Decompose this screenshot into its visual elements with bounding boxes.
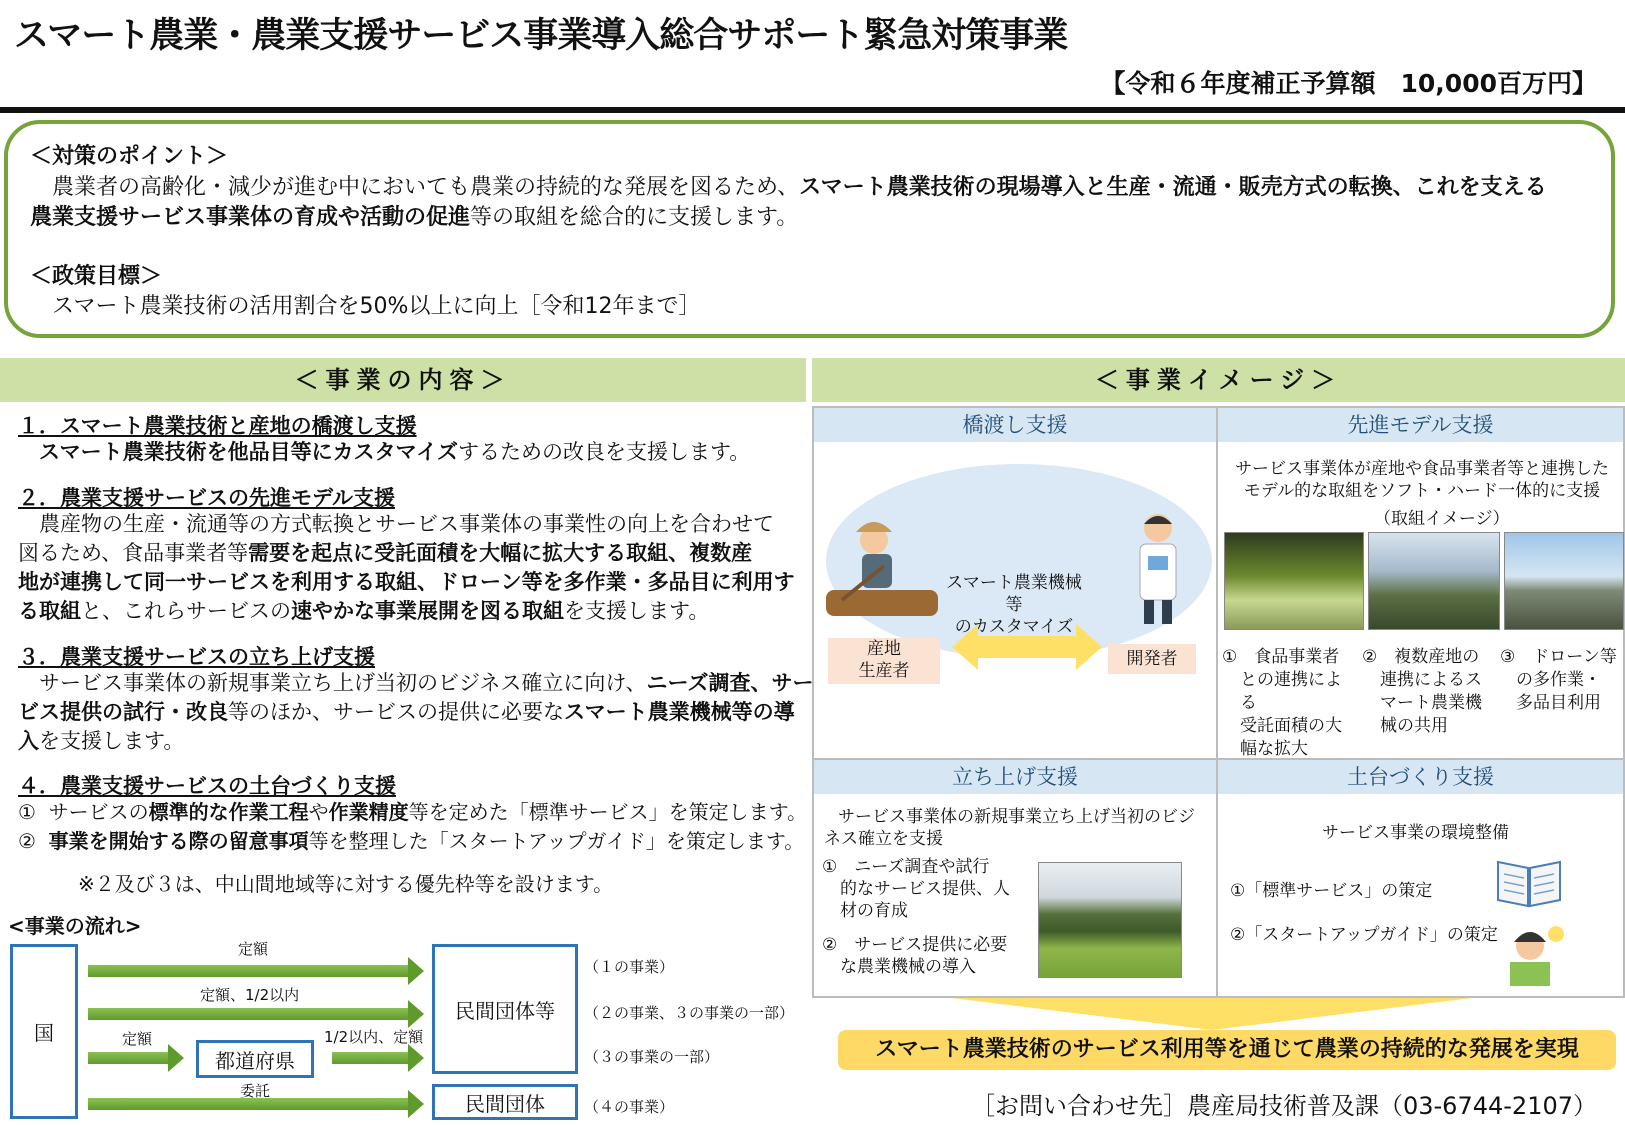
minkan-tou-box: 民間団体等	[432, 944, 578, 1074]
farmer-icon	[822, 510, 942, 620]
section-4-item-2	[18, 827, 804, 856]
section-4-emphasis: 標準的な作業工程	[148, 800, 309, 824]
startup-item-1-line: 的なサービス提供、人	[840, 879, 1010, 899]
section-4-body: 等を整理した「スタートアップガイド」を策定します。	[308, 829, 805, 853]
startup-item-2-line: な農業機械の導入	[840, 957, 976, 977]
section-2-line-4	[18, 597, 709, 626]
case-1-line: ① 食品事業者	[1222, 647, 1340, 667]
foundation-item-1: ①「標準サービス」の策定	[1230, 881, 1433, 901]
label-producer	[828, 638, 940, 684]
section-2-heading: ２．農業支援サービスの先進モデル支援	[18, 486, 395, 510]
model-case-1	[1222, 646, 1358, 761]
center-line-2: のカスタマイズ	[954, 617, 1074, 637]
section-3-body: 等のほか、サービスの提供に必要な	[228, 700, 564, 724]
case-1-line: との連携による	[1240, 670, 1342, 713]
minkan-box: 民間団体	[432, 1084, 578, 1120]
flow-heading: <事業の流れ>	[8, 914, 142, 938]
double-arrow	[952, 624, 1102, 670]
section-3-body: サービス事業体の新規事業立ち上げ当初のビジネス確立に向け、	[18, 671, 647, 695]
goal-text: スマート農業技術の活用割合を50%以上に向上［令和12年まで］	[30, 294, 701, 319]
section-3-heading: ３．農業支援サービスの立ち上げ支援	[18, 645, 375, 669]
case-2-line: マート農業機	[1380, 693, 1482, 713]
down-arrow	[952, 998, 1472, 1030]
model-case-3	[1500, 646, 1622, 715]
flow-arrow-1	[88, 965, 408, 977]
title-rule	[0, 107, 1625, 113]
contact-info: ［お問い合わせ先］農産局技術普及課（03-6744-2107）	[970, 1092, 1597, 1120]
case-3-line: ③ ドローン等	[1500, 647, 1617, 667]
foundation-item-2: ②「スタートアップガイド」の策定	[1230, 925, 1498, 945]
section-3-line-2	[18, 698, 795, 727]
page-title: スマート農業・農業支援サービス事業導入総合サポート緊急対策事業	[14, 16, 1068, 56]
flow-note-4: （４の事業）	[584, 1098, 675, 1116]
case-3-line: 多品目利用	[1516, 693, 1601, 713]
priority-note: ※２及び３は、中山間地域等に対する優先枠等を設けます。	[78, 872, 614, 896]
section-2-line-1: 農産物の生産・流通等の方式転換とサービス事業体の事業性の向上を合わせて	[18, 512, 774, 536]
section-3-line-1	[18, 669, 813, 698]
producer-line-2: 生産者	[858, 661, 910, 681]
flow-arrow-2	[88, 1008, 408, 1020]
label-developer: 開発者	[1108, 644, 1196, 674]
section-2-body: を支援します。	[564, 599, 710, 623]
quad-model-title: 先進モデル支援	[1218, 408, 1623, 442]
points-emphasis: スマート農業技術の現場導入と生産・流通・販売方式の転換、これを支える	[799, 175, 1547, 200]
startup-item-1-line: ① ニーズ調査や試行	[822, 857, 990, 877]
case-2-line: 連携によるス	[1380, 670, 1482, 690]
section-4-body: や	[308, 800, 329, 824]
flow-label-5: 委託	[240, 1082, 271, 1100]
producer-line-1: 産地	[867, 639, 901, 659]
model-desc	[1222, 458, 1622, 502]
quad-bridge-title: 橋渡し支援	[814, 408, 1216, 442]
todofuken-box: 都道府県	[196, 1040, 314, 1078]
section-4-heading: ４．農業支援サービスの土台づくり支援	[18, 774, 396, 798]
flow-label-3: 定額	[122, 1030, 153, 1048]
section-3-emphasis: ニーズ調査、サー	[646, 671, 814, 695]
points-text: 等の取組を総合的に支援します。	[470, 205, 799, 230]
section-2-emphasis: 需要を起点に受託面積を大幅に拡大する取組、複数産	[248, 541, 753, 565]
section-3-emphasis: 入	[18, 729, 39, 753]
reading-person-icon	[1500, 924, 1566, 990]
case-2-line: ② 複数産地の	[1362, 647, 1480, 667]
model-desc-line-1: サービス事業体が産地や食品事業者等と連携した	[1235, 459, 1609, 479]
section-4-body: 等を定めた「標準サービス」を策定します。	[408, 800, 808, 824]
result-banner: スマート農業技術のサービス利用等を通じて農業の持続的な発展を実現	[838, 1030, 1616, 1070]
section-2-body: 図るため、食品事業者等	[18, 541, 249, 565]
flow-label-2: 定額、1/2以内	[200, 986, 300, 1004]
startup-item-2-line: ② サービス提供に必要	[822, 935, 1008, 955]
image-header-bar: ＜事業イメージ＞	[812, 358, 1625, 402]
kuni-box: 国	[10, 944, 78, 1119]
photo-field	[1038, 862, 1182, 978]
section-2-emphasis: る取組	[18, 599, 81, 623]
points-heading: ＜対策のポイント＞	[30, 144, 229, 169]
quad-startup-title: 立ち上げ支援	[814, 760, 1216, 794]
item-number: ②	[18, 829, 36, 853]
photo-drone	[1504, 532, 1624, 630]
startup-desc	[824, 806, 1195, 850]
budget-amount: 【令和６年度補正予算額 10,000百万円】	[1100, 69, 1597, 98]
startup-item-1	[822, 856, 1010, 922]
goal-heading: ＜政策目標＞	[30, 264, 163, 289]
flow-note-3: （３の事業の一部）	[584, 1048, 720, 1066]
foundation-desc: サービス事業の環境整備	[1322, 823, 1509, 843]
section-3-line-3	[18, 727, 184, 756]
flow-label-1: 定額	[238, 940, 269, 958]
photo-harvester	[1368, 532, 1500, 630]
section-4-body: サービスの	[48, 800, 149, 824]
developer-icon	[1128, 508, 1188, 628]
section-3-emphasis: ビス提供の試行・改良	[18, 700, 228, 724]
section-4-item-1	[18, 798, 807, 827]
section-3-emphasis: スマート農業機械等の導	[564, 700, 795, 724]
points-text: 農業者の高齢化・減少が進む中においても農業の持続的な発展を図るため、	[30, 175, 800, 200]
section-1-heading: １．スマート農業技術と産地の橋渡し支援	[18, 414, 417, 438]
quad-foundation-title: 土台づくり支援	[1218, 760, 1623, 794]
case-3-line: の多作業・	[1516, 670, 1601, 690]
model-desc-line-2: モデル的な取組をソフト・ハード一体的に支援	[1243, 481, 1601, 501]
startup-desc-line-1: サービス事業体の新規事業立ち上げ当初のビジ	[838, 807, 1195, 827]
model-sub: （取組イメージ）	[1374, 509, 1510, 529]
content-header-bar: ＜事業の内容＞	[0, 358, 806, 402]
points-line-1	[30, 173, 1547, 203]
case-2-line: 械の共用	[1380, 716, 1448, 736]
section-4-emphasis: 作業精度	[328, 800, 409, 824]
item-number: ①	[18, 800, 36, 824]
section-2-line-3: 地が連携して同一サービスを利用する取組、ドローン等を多作業・多品目に利用す	[18, 570, 795, 594]
section-3-body: を支援します。	[39, 729, 185, 753]
model-case-2	[1362, 646, 1498, 738]
section-2-line-2	[18, 539, 752, 568]
case-1-line: 幅な拡大	[1240, 739, 1308, 759]
startup-item-2	[822, 934, 1007, 978]
section-1-text	[18, 438, 750, 467]
book-icon	[1496, 856, 1562, 908]
points-emphasis: 農業支援サービス事業体の育成や活動の促進	[30, 205, 471, 230]
flow-label-4: 1/2以内、定額	[324, 1028, 424, 1046]
startup-desc-line-2: ネス確立を支援	[824, 829, 943, 849]
case-1-line: 受託面積の大	[1240, 716, 1342, 736]
section-4-emphasis: 事業を開始する際の留意事項	[48, 829, 309, 853]
section-1-body: するための改良を支援します。	[457, 440, 751, 464]
flow-arrow-3	[88, 1052, 168, 1064]
section-1-emphasis: スマート農業技術を他品目等にカスタマイズ	[18, 440, 458, 464]
flow-arrow-4	[332, 1052, 408, 1064]
section-2-body: と、これらサービスの	[81, 599, 291, 623]
section-2-emphasis: 速やかな事業展開を図る取組	[291, 599, 564, 623]
flow-note-2: （２の事業、３の事業の一部）	[584, 1004, 795, 1022]
startup-item-1-line: 材の育成	[840, 901, 908, 921]
photo-cabbage	[1224, 532, 1364, 630]
points-line-2	[30, 203, 798, 233]
center-line-1: スマート農業機械等	[946, 573, 1082, 615]
flow-note-1: （１の事業）	[584, 958, 675, 976]
